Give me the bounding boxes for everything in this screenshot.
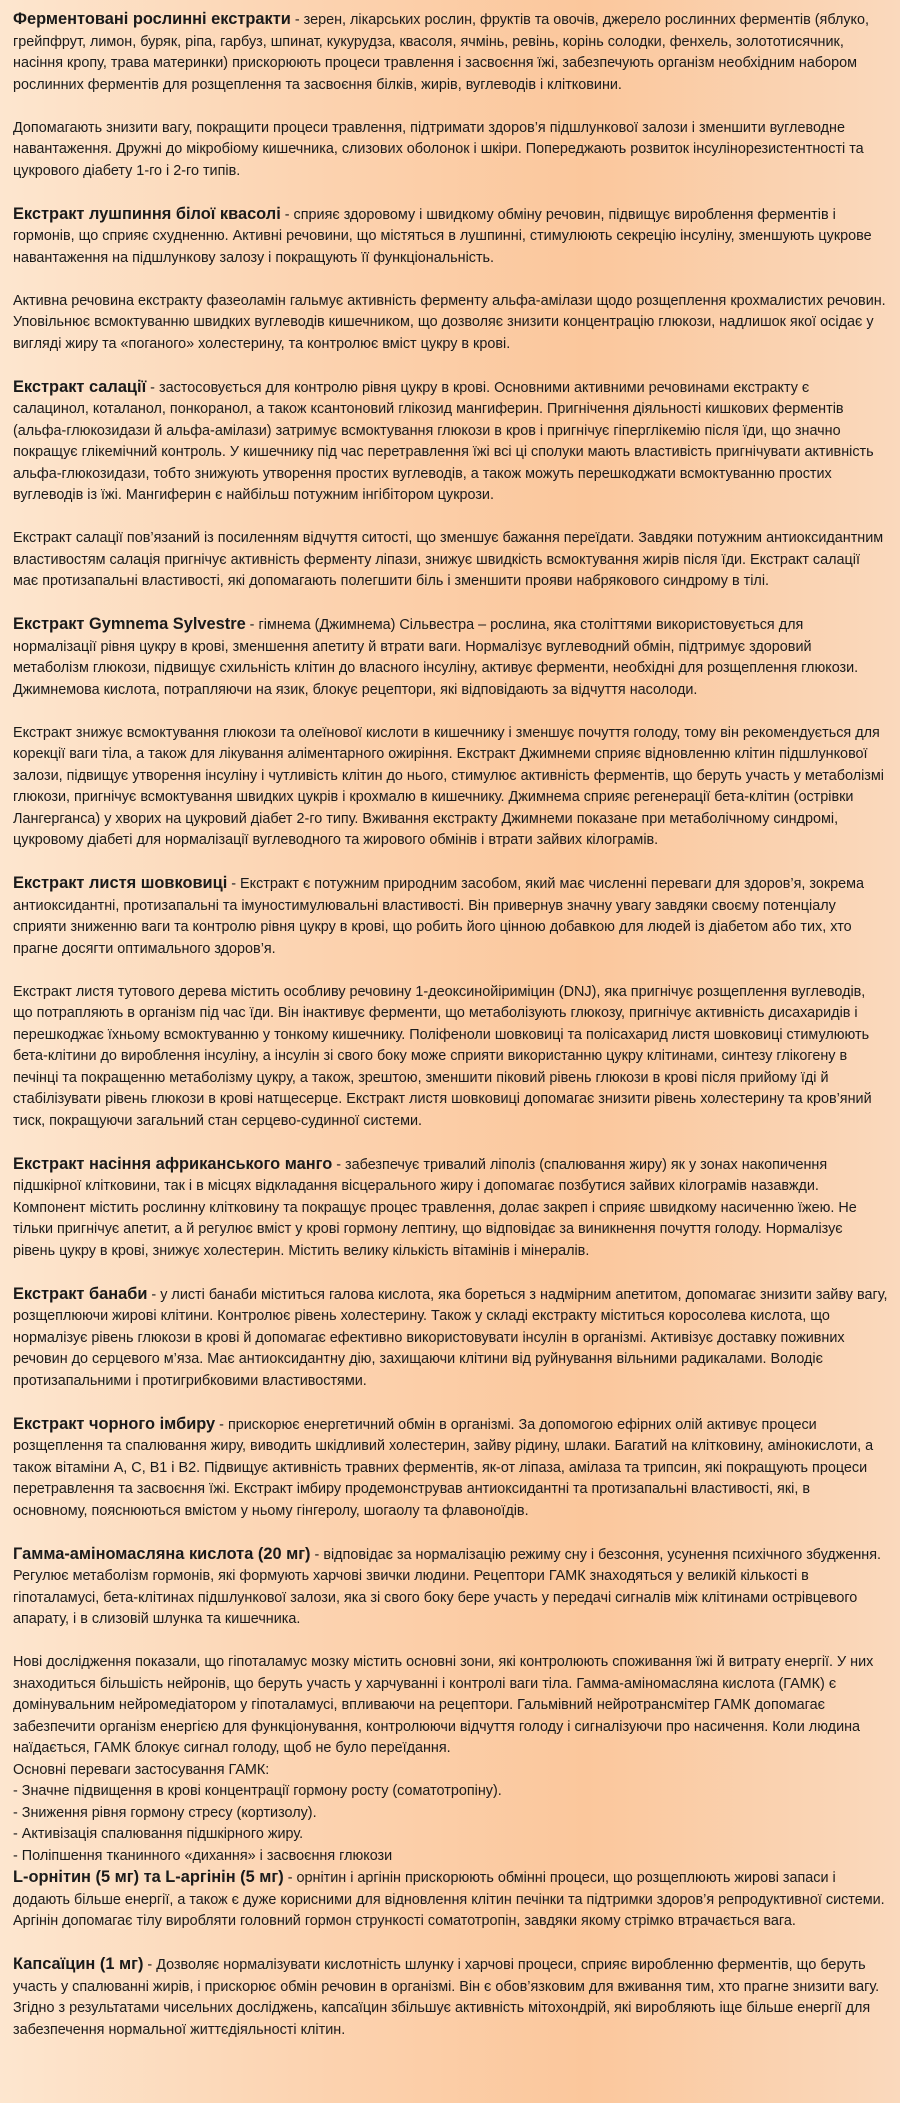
section-title: Ферментовані рослинні екстракти <box>13 10 291 28</box>
section-ornithine-arginine <box>13 1867 888 1933</box>
section-text: - забезпечує тривалий ліполіз (спалювання жиру) як у зонах накопичення підшкірної клітковини, так і в місцях відкладання вісцерального жиру і допомагає позбутися зайвих кілограмів назавжди. Компонент містить рослинну клітковину та покращує процес травлення, долає закреп і сприяє швидкому насиченню їжею. Не тільки пригнічує апетит, а й регулює вміст у крові гормону лептину, що відповідає за виникнення почуття голоду. Нормалізує рівень цукру в крові, знижує холестерин. Містить велику кількість вітамінів і мінералів. <box>13 1156 857 1259</box>
section-text: - Екстракт є потужним природним засобом, який має численні переваги для здоров’я, зокрема антиоксидантні, протизапальні та імуностимулювальні властивості. Він привернув значну увагу завдяки своєму потенціалу сприяти зниженню ваги та контролю рівня цукру в крові, що робить його цінною добавкою для людей із діабетом або тих, хто прагне досягти оптимального здоров’я. <box>13 876 865 957</box>
section-title: Екстракт листя шовковиці <box>13 874 228 892</box>
section-text: - прискорює енергетичний обмін в організмі. За допомогою ефірних олій активує процеси розщеплення та спалювання жиру, виводить шкідливий холестерин, зайву рідину, шлаки. Багатий на клітковину, амінокислоти, а також вітаміни А, С, В1 і В2. Підвищує активність травних ферментів, як-от ліпаза, амілаза та трипсин, які покращують процеси перетравлення та засвоєння їжі. Екстракт імбиру продемонстрував антиоксидантні та протизапальні властивості, які, в основному, пояснюються вмістом у ньому гінгеролу, шогаолу та флавоноїдів. <box>13 1416 874 1519</box>
section-gymnema <box>13 614 888 701</box>
section-text: - Дозволяє нормалізувати кислотність шлунку і харчові процеси, сприяє виробленню ферментів, що беруть участь у спалюванні жирів, і прискорює обмін речовин в організмі. Він є обов’язковим для вживання тим, хто прагне знизити вагу. Згідно з результатами чисельних досліджень, капсаїцин збільшує активність мітохондрій, які виробляють іще більше енергії для забезпечення нормальної життєдіяльності клітин. <box>13 1957 880 2038</box>
list-item: - Поліпшення тканинного «дихання» і засвоєння глюкози <box>13 1847 393 1864</box>
section-title: Екстракт чорного імбиру <box>13 1414 216 1433</box>
paragraph: Екстракт знижує всмоктування глюкози та олеїнової кислоти в кишечнику і зменшує почуття голоду, тому він рекомендується для корекції ваги тіла, а також для лікування аліментарного ожиріння. Екстракт Джимнеми сприяє відновленню клітин підшлункової залози, підвищує утворення інсуліну і чутливість клітин до нього, стимулює активність ферментів, що беруть участь у метаболізмі глюкози, пригнічує всмоктування швидких цукрів і крохмалю в кишечнику. Джимнема сприяє регенерації бета-клітин (острівки Лангерганса) у хворих на цукровий діабет 2-го типу. Вживання екстракту Джимнеми показане при метаболічному синдромі, цукровому діабеті для нормалізації вуглеводного та жирового обмінів і втрати зайвих кілограмів. <box>13 724 884 848</box>
section-title: Капсаїцин (1 мг) <box>13 1955 144 1973</box>
section-text: - орнітин і аргінін прискорюють обмінні процеси, що розщеплюють жирові запаси і додають більше енергії, а також є дуже корисними для відновлення клітин печінки та підтримки здоров’я репродуктивної системи. Аргінін допомагає тілу виробляти головний гормон стрункості соматотропін, завдяки якому стрімко втрачається вага. <box>13 1870 885 1929</box>
section-gaba <box>13 1544 888 1631</box>
section-african-mango <box>13 1154 888 1263</box>
section-banaba <box>13 1284 888 1393</box>
section-salacia <box>13 377 888 507</box>
section-title: Екстракт Gymnema Sylvestre <box>13 615 246 633</box>
paragraph: Допомагають знизити вагу, покращити процеси травлення, підтримати здоров’я підшлункової залози і зменшити вуглеводне навантаження. Дружні до мікробіому кишечника, слизових оболонок і шкіри. Попереджають розвиток інсулінорезистентності та цукрового діабету 1-го і 2-го типів. <box>13 119 864 179</box>
list-item: - Значне підвищення в крові концентрації гормону росту (соматотропіну). <box>13 1783 502 1799</box>
section-title: Екстракт лушпиння білої квасолі <box>13 204 281 223</box>
section-title: Екстракт насіння африканського манго <box>13 1154 333 1173</box>
paragraph: Екстракт салації пов’язаний із посиленням відчуття ситості, що зменшує бажання переїдати. Завдяки потужним антиоксидантним властивостям салація пригнічує активність ферменту ліпази, знижує швидкість всмоктування жирів після їди. Екстракт салації має протизапальні властивості, які допомагають полегшити біль і зменшити прояви набрякового синдрому в тілі. <box>13 530 884 589</box>
section-mulberry <box>13 873 888 960</box>
list-item: - Зниження рівня гормону стресу (кортизолу). <box>13 1804 317 1821</box>
paragraph: Нові дослідження показали, що гіпоталамус мозку містить основні зони, які контролюють споживання їжі й витрату енергії. У них знаходиться більшість нейронів, що беруть участь у харчуванні і контролі ваги тіла. Гамма-аміномасляна кислота (ГАМК) є домінувальним нейромедіатором у гіпоталамусі, впливаючи на рецептори. Гальмівний нейротрансмітер ГАМК допомагає забезпечити організм енергією для функціонування, контролюючи відчуття голоду і сигналізуючи про насичення. Коли людина наїдається, ГАМК блокує сигнал голоду, щоб не було переїдання. <box>13 1654 874 1756</box>
section-fermented-extracts <box>13 9 888 96</box>
section-title: L-орнітин (5 мг) та L-аргінін (5 мг) <box>13 1868 284 1886</box>
section-title: Екстракт банаби <box>13 1284 148 1303</box>
section-text: - гімнема (Джимнема) Сільвестра – рослина, яка століттями використовується для нормалізації рівня цукру в крові, зменшення апетиту й втрати ваги. Нормалізує вуглеводний обмін, підтримує здоровий метаболізм глюкози, підвищує схильність клітин до власного інсуліну, активує ферменти, необхідні для розщеплення глюкози. Джимнемова кислота, потрапляючи на язик, блокує рецептори, які відповідають за відчуття насолоди. <box>13 617 859 698</box>
section-title: Гамма-аміномасляна кислота (20 мг) <box>13 1544 311 1563</box>
section-white-bean <box>13 204 888 270</box>
section-black-ginger <box>13 1414 888 1523</box>
paragraph: Активна речовина екстракту фазеоламін гальмує активність ферменту альфа-амілази щодо розщеплення крохмалистих речовин. Уповільнює всмоктуванню швидких вуглеводів кишечником, що дозволяє знизити концентрацію глюкози, надлишок якої осідає у вигляді жиру та «поганого» холестерину, та контролює вміст цукру в крові. <box>13 292 886 352</box>
gaba-benefits-list <box>13 1781 888 1867</box>
section-capsaicin <box>13 1954 888 2041</box>
section-title: Екстракт салації <box>13 377 147 396</box>
list-item: - Активізація спалювання підшкірного жиру. <box>13 1826 304 1842</box>
section-text: - відповідає за нормалізацію режиму сну і безсоння, усунення психічного збудження. Регулює метаболізм гормонів, які формують харчові звички людини. Рецептори ГАМК знаходяться у великій кількості в гіпоталамусі, бета-клітинах підшлункової залози, яка зі свого боку бере участь у передачі сигналів між клітинами острівцевого апарату, і в слизовій шлунка та кишечника. <box>13 1546 882 1627</box>
list-heading: Основні переваги застосування ГАМК: <box>13 1761 270 1778</box>
section-text: - зерен, лікарських рослин, фруктів та овочів, джерело рослинних ферментів (яблуко, грейпфрут, лимон, буряк, ріпа, гарбуз, шпинат, кукурудза, квасоля, ячмінь, ревінь, корінь солодки, фенхель, золототисячник, насіння кропу, трава материнки) прискорюють процеси травлення і засвоєння їжі, забезпечують організм необхідним набором рослинних ферментів для розщеплення та засвоєння білків, жирів, вуглеводів і клітковини. <box>13 12 869 93</box>
paragraph: Екстракт листя тутового дерева містить особливу речовину 1-деоксинойіриміцин (DNJ), яка пригнічує розщеплення вуглеводів, що потрапляють в організм під час їди. Він інактивує ферменти, що метаболізують глюкозу, пригнічує активність дисахаридів і перешкоджає їхньому всмоктуванню у тонкому кишечнику. Поліфеноли шовковиці та полісахарид листя шовковиці стимулюють бета-клітини до вироблення інсуліну, а інсулін зі свого боку може сприяти використанню цукру клітинами, синтезу глікогену в печінці та покращенню метаболізму цукру, а також, зрештою, зменшити піковий рівень глюкози в крові після прийому їді й стабілізувати рівень глюкози в крові натщесерце. Екстракт листя шовковиці допомагає знизити рівень холестерину та кров’яний тиск, покращуючи загальний стан серцево-судинної системи. <box>13 983 872 1129</box>
section-text: - застосовується для контролю рівня цукру в крові. Основними активними речовинами екстракту є салацинол, коталанол, понкоранол, а також ксантоновий глікозид мангиферин. Пригнічення діяльності кишкових ферментів (альфа-глюкозидази й альфа-амілази) затримує всмоктування глюкози в кров і пригнічує гіперглікемію після їди, що значно покращує глікемічний контроль. У кишечнику під час перетравлення їжі всі ці сполуки мають властивість пригнічувати активність альфа-глюкозидази, тобто знижують утворення простих вуглеводів, а також можуть перешкоджати всмоктуванню простих вуглеводів із їжі. Мангиферин є найбільш потужним інгібітором цукрози. <box>13 379 874 503</box>
section-text: - сприяє здоровому і швидкому обміну речовин, підвищує вироблення ферментів і гормонів, що сприяє схудненню. Активні речовини, що містяться в лушпинні, стимулюють секрецію інсуліну, зменшують цукрове навантаження на підшлункову залозу і покращують її функціональність. <box>13 206 872 266</box>
section-text: - у листі банаби міститься галова кислота, яка бореться з надмірним апетитом, допомагає знизити зайву вагу, розщеплюючи жирові клітини. Контролює рівень холестерину. Також у складі екстракту міститься коросолева кислота, що нормалізує рівень глюкози в крові й допомагає ефективно використовувати інсулін в організмі. Активізує доставку поживних речовин до серцевого м’яза. Має антиоксидантну дію, захищаючи клітини від руйнування вільними радикалами. Володіє протизапальними і протигрибковими властивостями. <box>13 1286 888 1389</box>
